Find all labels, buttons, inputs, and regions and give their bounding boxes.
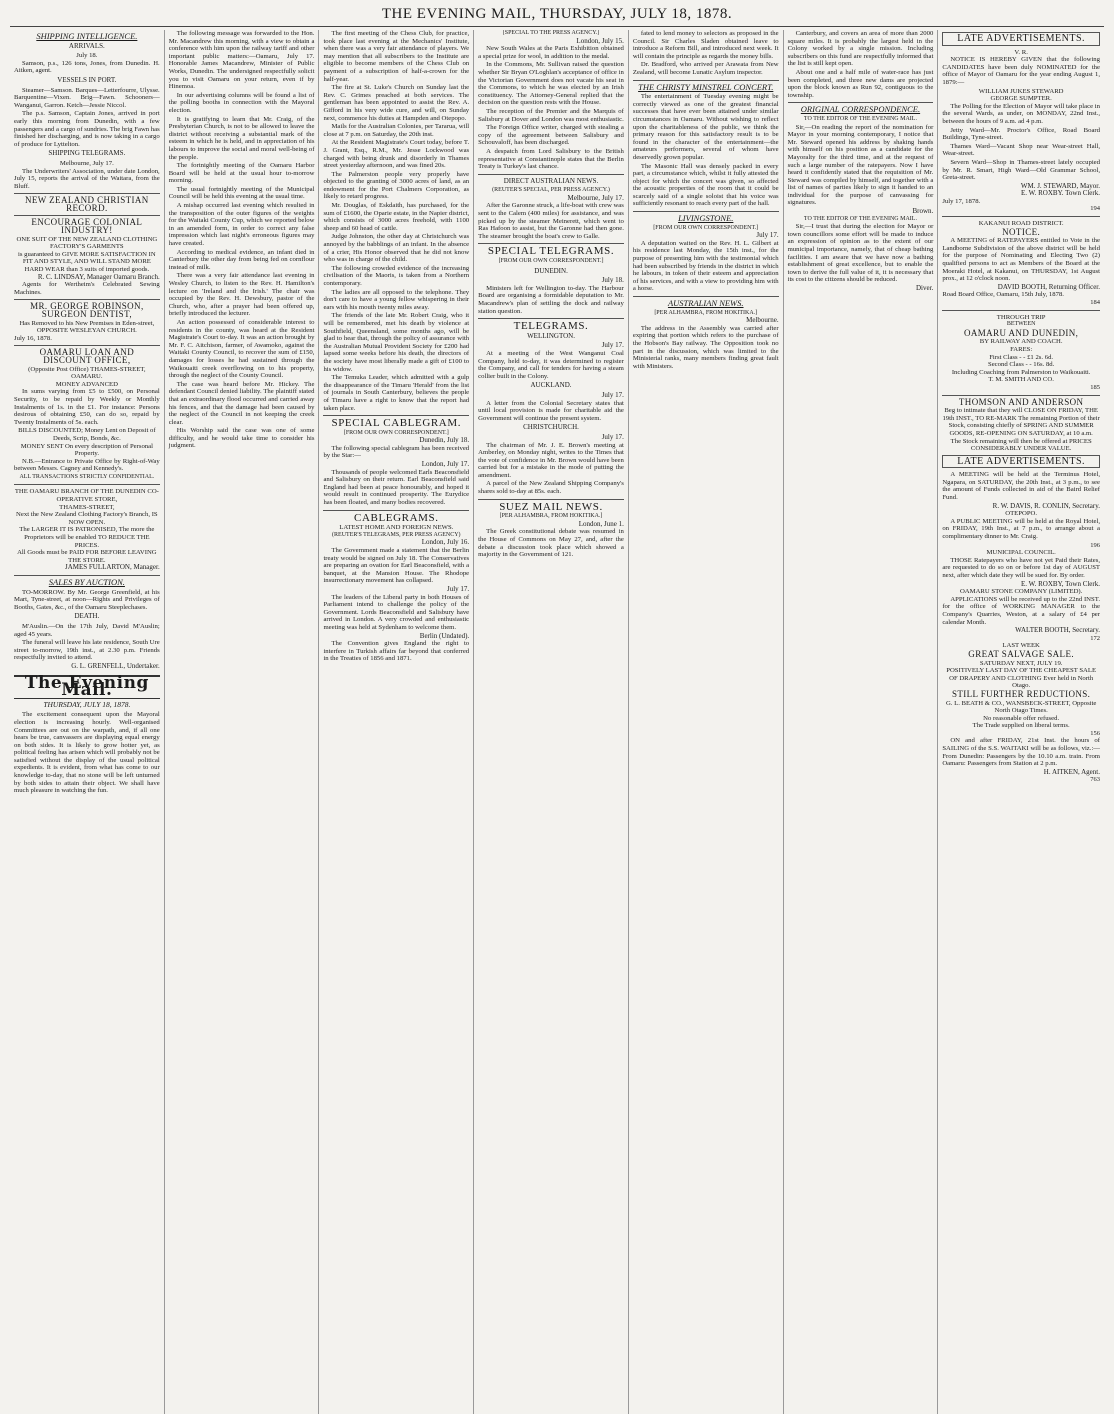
candidates: WILLIAM JUKES STEWARD GEORGE SUMPTER. xyxy=(978,87,1064,103)
paragraph: A mishap occurred last evening which resulted in the transposition of the outer figures of the weights for the Waitaki County Cup, which we reported below in an amended form, in order to correct any false impression which last night's erroneous figures may have created. xyxy=(168,202,315,248)
divider xyxy=(14,193,160,194)
christian-record-ad: NEW ZEALAND CHRISTIAN RECORD. xyxy=(24,195,149,213)
special-cablegram-heading: SPECIAL CABLEGRAM. xyxy=(331,417,462,430)
trade-supplied: The Trade supplied on liberal terms. xyxy=(972,722,1070,730)
cable-london: London, July 17. xyxy=(421,460,470,469)
returning-officer: DAVID BOOTH, Returning Officer. xyxy=(997,282,1100,291)
shipping-telegrams-date: Melbourne, July 17. xyxy=(59,159,114,167)
divider xyxy=(14,575,160,576)
death-title: DEATH. xyxy=(74,612,100,621)
column-1 xyxy=(10,30,165,1414)
shipping-telegrams-heading: SHIPPING TELEGRAMS. xyxy=(48,149,126,158)
christchurch-text: The chairman of Mr. J. E. Brown's meeting at Amberley, on Monday night, writes to the Times that the vote of confidence in Mr. Brown would have been carried but for a mistake in the mode of putting the amendment. xyxy=(478,441,624,479)
mayor-date: July 17, 1878. xyxy=(942,197,981,205)
thomson-heading: THOMSON AND ANDERSON xyxy=(958,396,1084,407)
otepopo-heading: OTEPOPO. xyxy=(1005,510,1038,518)
stone-heading: OAMARU STONE COMPANY (LIMITED). xyxy=(959,588,1083,596)
arrivals-heading: ARRIVALS. xyxy=(68,41,105,50)
public-meeting-text: A PUBLIC MEETING will be held at the Royal Hotel, on FRIDAY, 19th Inst., at 7 p.m., to arrange about a complimentary dinner to Mr. Craig. xyxy=(942,517,1100,541)
australian-date: Melbourne. xyxy=(746,316,779,325)
wellington-heading: WELLINGTON. xyxy=(527,331,575,340)
livingstone-sub: [FROM OUR OWN CORRESPONDENT.] xyxy=(653,224,759,231)
paragraph: There was a very fair attendance last evening in Wesley Church, to listen to the Rev. H. Hamilton's lecture on 'Ireland and the Irish.' The chair was occupied by the Rev. H. Dewsbury, pastor of the Church, who, after a prayer had been offered up, briefly introduced the lecturer. xyxy=(168,272,315,318)
severn-ward: Severn Ward—Shop in Thames-street lately occupied by Mr. R. Smart, High Ward—Old Grammar School, Greta-street. xyxy=(942,158,1100,182)
divider xyxy=(788,102,934,103)
suez-heading: SUEZ MAIL NEWS. xyxy=(499,500,603,513)
ad-number: 763 xyxy=(1090,776,1100,784)
divider xyxy=(942,216,1100,217)
paragraph: The Temuka Leader, which admitted with a gulp the disappearance of the Timaru 'Herald' from the list of journals in South Canterbury, believes the people of Timaru have a right to know that the report had taken place. xyxy=(323,374,470,412)
vessels-text: Steamer—Samson. Barques—Letterfourre, Ulysse. Barquentine—Vixen. Brig—Fawn. Schooners—Wanganui, Garron. Ketch—Jessie Niccol. xyxy=(14,86,160,109)
paragraph: The following message was forwarded to the Hon. Mr. Macandrew this morning, with a view to obtain a conference with him upon the railway tariff and other important public matters:—Oamaru, July 17. Honorable James Macandrew, Minister of Public Works, Dunedin. The undersigned respectfully solicit you to visit Oamaru on your return, even if by Hinemoa. xyxy=(168,30,315,91)
paragraph: The Foreign Office writer, charged with stealing a copy of the agreement between Salisbury and Schouvaloff, has been discharged. xyxy=(478,124,624,147)
coop-street: THAMES-STREET, xyxy=(59,503,115,511)
paper-title: The Evening Mail. xyxy=(14,675,160,699)
paragraph: Canterbury, and covers an area of more than 2000 square miles. It is probably the largest held in the Colony worked by a single mission. Including subscribers on this fund are respectfully informed that the list is still kept open. xyxy=(787,30,934,68)
paragraph: Mails for the Australian Colonies, per Tararua, will close at 7 p.m. on Saturday, the 20th inst. xyxy=(323,123,470,138)
paragraph: The friends of the late Mr. Robert Craig, who it will be remembered, met his death by violence at Southfield, Queensland, some months ago, will be glad to hear that, through the policy of assurance with the Australian Mutual Provident Society for £200 had lapsed some weeks before his death, the directors of the society have most liberally made a gift of £100 to his widow. xyxy=(323,312,470,373)
latest-news: LATEST HOME AND FOREIGN NEWS. xyxy=(339,524,454,532)
divider xyxy=(942,310,1100,311)
suez-sub: [PER ALHAMBRA, FROM HOKITIKA.] xyxy=(499,513,603,520)
masthead: THE EVENING MAIL, THURSDAY, JULY 18, 1878. xyxy=(10,6,1104,27)
arrivals-text: Samson, p.s., 126 tons, Jones, from Dunedin. H. Aitken, agent. xyxy=(14,59,160,75)
divider xyxy=(14,215,160,216)
loan-office-title: OAMARU LOAN AND DISCOUNT OFFICE, xyxy=(39,347,135,365)
paragraph: The first meeting of the Chess Club, for practice, took place last evening at the Mechanics' Institute, when there was a very fair attendance of players. We may mention that all subscribers to the Institute are eligible to become members of the Chess Club on payment of a subscription of half-a-crown for the half-year. xyxy=(323,30,470,83)
divider xyxy=(323,510,469,511)
late-ads-title: LATE ADVERTISEMENTS. xyxy=(942,32,1100,46)
roxby-signature-2: E. W. ROXBY, Town Clerk. xyxy=(1021,579,1100,588)
polling-text: The Polling for the Election of Mayor will take place in the several Wards, as under, on MONDAY, 22nd Inst., between the hours of 9 a.m. ad 4 p.m. xyxy=(942,102,1100,125)
ad-number: 184 xyxy=(1090,299,1100,306)
paragraph: fated to lend money to selectors as proposed in the Council. Sir Charles Sladen obtained leave to introduce a Reform Bill, and introduced next week. It will contain the principle as regards the money bills. xyxy=(632,30,779,60)
mayor-signature: WM. J. STEWARD, Mayor. xyxy=(1020,181,1100,190)
robinson-ad-text: Has Removed to his New Premises in Eden-street, OPPOSITE WESLEYAN CHURCH. xyxy=(19,319,155,335)
robinson-date: July 16, 1878. xyxy=(14,334,52,342)
reuter-text-2: The leaders of the Liberal party in both Houses of Parliament intend to challenge the policy of the Government. Lords Beaconsfield and Salisbury have arrived in London. A very crowded and enthusiastic meeting was held at Sydenham to welcome them. xyxy=(323,593,470,631)
paragraph: The fortnightly meeting of the Oamaru Harbor Board will be held at the usual hour to-morrow morning. xyxy=(168,162,315,185)
paragraph: It is gratifying to learn that Mr. Craig, of the Presbyterian Church, is not to be allowed to leave the district without receiving a substantial mark of the esteem in which he is held, and in appreciation of his labours to improve the social and moral well-being of the people. xyxy=(168,115,315,161)
divider xyxy=(14,299,160,300)
reuter-sub: (REUTER'S TELEGRAMS, PER PRESS AGENCY) xyxy=(332,531,461,538)
fullarton-signature: JAMES FULLARTON, Manager. xyxy=(64,563,160,572)
funeral-text: The funeral will leave his late residence, South Ure street to-morrow, 19th inst., at 2.30 p.m. Friends respectfully invited to attend. xyxy=(14,639,160,662)
suez-text: The Greek constitutional debate was resumed in the House of Commons on May 27, and, after the debate a discussion took place which showed a majority in the Government of 121. xyxy=(478,528,624,559)
no-reasonable: No reasonable offer refused. xyxy=(983,714,1060,722)
bills-discounted: BILLS DISCOUNTED; Money Lent on Deposit of Deeds, Scrip, Bonds, &c. xyxy=(18,427,156,442)
arrivals-date: July 18. xyxy=(76,52,98,60)
berlin-text: The Convention gives England the right to interfere in Turkish affairs far beyond that conferred in the Treaties of 1856 and 1871. xyxy=(323,640,470,663)
divider xyxy=(633,211,779,212)
christy-text: The entertainment of Tuesday evening might be correctly viewed as one of the greatest financial successes that have ever been attained under similar circumstances in Oamaru. Without wishing to reflect upon the charitableness of the public, we think the primary reason for this satisfactory result is to be found in the character of the entertainment—the amateurs performers, several of whom have deservedly grown popular. xyxy=(632,93,779,161)
aitken-signature: H. AITKEN, Agent. xyxy=(1043,767,1100,776)
ad-number: 196 xyxy=(1090,541,1100,549)
direct-news-heading: DIRECT AUSTRALIAN NEWS. xyxy=(503,176,599,185)
municipal-text: THOSE Ratepayers who have not yet Paid their Rates, are requested to do so on or before 1st day of AUGUST next, after which date they will be sued for. By order. xyxy=(942,556,1100,579)
cablegrams-heading: CABLEGRAMS. xyxy=(354,511,439,524)
thomson-text: Beg to intimate that they will CLOSE ON FRIDAY, THE 19th INST., TO RE-MARK The remaining Portion of their Stock, consisting chiefly of SPRING AND SUMMER GOODS, RE-OPENING ON SATURDAY, at 10 a.m. xyxy=(942,407,1100,437)
notice-heading: NOTICE. xyxy=(1002,226,1041,237)
paragraph: Dr. Bradford, who arrived per Arawata from New Zealand, will become Lunatic Asylum inspector. xyxy=(632,61,779,76)
parcel-text: A parcel of the New Zealand Shipping Company's shares sold to-day at 85s. each. xyxy=(478,480,624,496)
column-3 xyxy=(319,30,474,1414)
direct-sub: (REUTER'S SPECIAL, PER PRESS AGENCY.) xyxy=(492,187,610,194)
agents-text: Agents for Wertheim's Celebrated Sewing Machines. xyxy=(14,281,160,296)
first-class: First Class - - £1 2s. 6d. xyxy=(989,353,1054,361)
wellington-date: July 17. xyxy=(601,341,624,350)
dunedin-text: Ministers left for Wellington to-day. The Harbour Board are organising a formidable deputation to Mr. Macandrew's plan of settling the dock and railway station question. xyxy=(478,284,624,315)
jetty-ward: Jetty Ward—Mr. Proctor's Office, Road Board Buildings, Tyne-street. xyxy=(942,126,1100,142)
letter2-text: Sir,—I trust that during the election for Mayor or town councillors some effort will be made to induce an expression of opinion as to the extent of our municipal importance, namely, that of cheap bathing facilities. I am aware that we have now a bathing establishment of great excellence, but to enable the town to derive the full value of it, it is necessary that its cost to the citizens should be reduced. xyxy=(787,223,934,284)
divider xyxy=(478,499,624,500)
ad-number: 172 xyxy=(1090,634,1100,642)
ad-number: 194 xyxy=(1090,205,1100,213)
including: Including Coaching from Palmerston to Waikouaiti. xyxy=(951,368,1091,376)
municipal-heading: MUNICIPAL COUNCIL. xyxy=(986,549,1056,557)
auckland-date: July 17. xyxy=(601,390,624,399)
letter2-signature: Diver. xyxy=(916,284,934,292)
coop-text: Next the New Zealand Clothing Factory's Branch, IS NOW OPEN. xyxy=(16,511,158,526)
sales-text: TO-MORROW. By Mr. George Greenfield, at his Mart, Tyne-street, at noon—Rights and Privileges of Booths, Gates, &c., of the Oamaru Steeplechases. xyxy=(14,588,160,611)
saturday: SATURDAY NEXT, JULY 19. xyxy=(979,659,1063,667)
original-correspondence-heading: ORIGINAL CORRESPONDENCE. xyxy=(800,104,921,115)
reuter-date: London, July 16. xyxy=(421,538,470,547)
roxby-signature: E. W. ROXBY. Town Clerk. xyxy=(1021,189,1100,198)
entrance-text: N.B.—Entrance to Private Office by Right-of-Way between Messrs. Cagney and Kennedy's. xyxy=(14,457,160,473)
salvage-heading: GREAT SALVAGE SALE. xyxy=(968,648,1074,659)
booth-signature: WALTER BOOTH, Secretary. xyxy=(1015,626,1100,635)
positively: POSITIVELY LAST DAY OF THE CHEAPEST SALE OF DRAPERY AND CLOTHING Ever held in North Otago. xyxy=(946,667,1097,690)
encourage-ad: ENCOURAGE COLONIAL INDUSTRY! xyxy=(31,217,143,236)
editorial-text: The excitement consequent upon the Mayoral election is increasing hourly. Well-organised Committees are out on the warpath, and, if all one hears be true, canvassers are displaying equal energy on both sides. It is likely to grow hotter yet, as political feeling has arisen which will probably not be satisfied without the display of the usual political expedients. It is evident, from what has come to our knowledge to-day, that no stone will be left unturned by both sides to attain their object. We shall have much pleasure in watching the fun. xyxy=(14,711,160,795)
divider xyxy=(478,174,624,175)
wellington-text: At a meeting of the West Wanganui Coal Company, held to-day, it was determined to register the Company, and call for tenders for having a steam collier built in the Colony. xyxy=(478,349,624,380)
divider xyxy=(478,243,624,244)
column-4 xyxy=(474,30,629,1414)
divider xyxy=(478,318,624,319)
special-telegrams-heading: SPECIAL TELEGRAMS. xyxy=(487,245,615,258)
paragraph: A despatch from Lord Salisbury to the British representative at Constantinople states that the Berlin Treaty is Turkey's last chance. xyxy=(478,147,624,171)
paragraph: About one and a half mile of water-race has just been completed, and three new dams are projected upon the block known as Run 92, contiguous to the township. xyxy=(787,68,934,99)
cable-text: The following special cablegram has been received by the Star:— xyxy=(323,444,470,460)
stock-text: The Stock remaining will then be offered at PRICES CONSIDERABLY UNDER VALUE. xyxy=(950,437,1092,453)
divider xyxy=(14,345,160,346)
ad-number: 156 xyxy=(1090,729,1100,737)
ad-number: 185 xyxy=(1090,383,1100,391)
beath-signature: G. L. BEATH & CO., WANSBECK-STREET, Opposite North Otago Times. xyxy=(945,699,1097,715)
death-text: M'Auslin.—On the 17th July, David M'Auslin; aged 45 years. xyxy=(14,622,160,638)
paid-text: All Goods must be PAID FOR BEFORE LEAVING THE STORE. xyxy=(17,549,157,564)
australian-heading: AUSTRALIAN NEWS. xyxy=(667,298,744,308)
paragraph: The reception of the Premier and the Marquis of Salisbury at Dover and London was most enthusiastic. xyxy=(478,107,624,123)
lindsay-signature: R. C. LINDSAY, Manager Oamaru Branch. xyxy=(37,272,160,281)
railway: BY RAILWAY AND COACH. xyxy=(979,338,1063,346)
paragraph: Judge Johnston, the other day at Christchurch was annoyed by the babblings of an infant. In the absence of a crier, His Honor observed that he did not know who was in charge of the child. xyxy=(323,233,470,264)
divider xyxy=(14,484,160,485)
cable-body: Thousands of people welcomed Earls Beaconsfield and Salisbury on their return. Earl Beaconsfield said England had been at peace honourably, and hoped it would result in continued prosperity. The Eurydice has been floated, and many bodies recovered. xyxy=(323,468,470,507)
australian-text: The address in the Assembly was carried after expiring that portion which refers to the purchase of the Hobson's Bay railway. The Opposition took no part in the discussion, which was limited to the Ministerial ranks, many members finding great fault with Ministers. xyxy=(632,324,779,370)
paragraph: In our advertising columns will be found a list of the polling booths in connection with the Mayoral election. xyxy=(168,91,315,114)
money-sent: MONEY SENT On every description of Personal Property. xyxy=(20,442,153,458)
shipping-telegrams-text: The Underwriters' Association, under date London, July 15, reports the arrival of the Waitara, from the Bluff. xyxy=(14,167,160,190)
paragraph: At the Resident Magistrate's Court today, before T. J. Grant, Esq., R.M., Mr. Jesse Lockwood was charged with being drunk and disorderly in Thames street yesterday afternoon, and was fined 20s. xyxy=(323,139,470,170)
press-agency: [SPECIAL TO THE PRESS AGENCY.] xyxy=(502,30,600,36)
paragraph: An action possessed of considerable interest to residents in the county, was heard at the Resident Magistrate's Court to-day. It was an action brought by Mr. F. C. Aitchison, farmer, of Awamoko, against the Waitaki County Council, to recover the sum of £150, damages for losses he had sustained through the Waikouaiti creek overflowing on to his property, through the neglect of the County Council. xyxy=(168,318,315,380)
loan-office-sub: (Opposite Post Office) THAMES-STREET, OAMARU. xyxy=(28,365,146,381)
paragraph: The following crowded evidence of the increasing civilisation of the Maoris, is taken from a Northern contemporary. xyxy=(323,264,470,287)
port-text: The p.s. Samson, Captain Jones, arrived in port early this morning from Dunedin, with a few passengers and a cargo of sundries. The brig Fawn has finished her discharging, and is now taking in a cargo of produce for Lyttelton. xyxy=(14,110,160,148)
dunedin-date: July 18. xyxy=(601,276,624,285)
special-sub: [FROM OUR OWN CORRESPONDENT.] xyxy=(498,258,604,265)
divider xyxy=(942,395,1100,396)
press-date: London, July 15. xyxy=(576,36,624,45)
divider xyxy=(633,80,779,81)
davis-signature: R. W. DAVIS, R. CONLIN, Secretary. xyxy=(992,501,1100,510)
kakanui-heading: KAKANUI ROAD DISTRICT. xyxy=(978,220,1064,228)
larger-text: The LARGER IT IS PATRONISED, The more the Proprietors will be enabled TO REDUCE THE PRICES. xyxy=(19,526,155,549)
through-trip: THROUGH TRIP xyxy=(996,313,1046,321)
column-2 xyxy=(165,30,320,1414)
paragraph: According to medical evidence, an infant died in Canterbury the other day from being fed on cornflour instead of milk. xyxy=(168,248,315,271)
divider xyxy=(633,296,779,297)
letter1-to: TO THE EDITOR OF THE EVENING MAIL. xyxy=(803,115,917,122)
stone-text: APPLICATIONS will be received up to the 22nd INST. for the office of WORKING MANAGER to the Company's Quarries, Weston, at a salary of £4 per calendar Month. xyxy=(942,595,1100,626)
dunedin-heading: DUNEDIN. xyxy=(534,266,568,275)
letter2-to: TO THE EDITOR OF THE EVENING MAIL. xyxy=(803,215,917,222)
between: BETWEEN xyxy=(1006,321,1036,328)
paragraph: His Worship said the case was one of some difficulty, and he would take time to consider his judgment. xyxy=(168,427,315,450)
guaranteed: is guaranteed to GIVE MORE SATISFACTION IN FIT AND STYLE, AND WILL STAND MORE HARD WEAR than 3 suits of imported goods. xyxy=(18,250,156,274)
letter1-text: Sir,—On reading the report of the nomination for Mayor in your morning contemporary, I notice that Mr. Steward opened his address by shaking hands with himself on his position as a candidate for the Mayoralty for the third time, and at the request of such a large number of the ratepayers. Now I have heard it confidently stated that the requisition of Mr. Steward was compiled by himself, and together with a list of names of parties likely to sign it handed to an individual for the purpose of canvassing for signatures. xyxy=(787,123,934,207)
paragraph: In the Commons, Mr. Sullivan raised the question whether Sir Bryan O'Loghlan's acceptance of office in the Victorian Government does not vacate his seat in the Commons, to which he was elected by an Irish constituency. The Attorney-General replied that the decision on the question rests with the House. xyxy=(478,61,624,107)
paragraph: New South Wales at the Paris Exhibition obtained a special prize for wool, in addition to the medal. xyxy=(478,45,624,60)
waitaki-text: ON and after FRIDAY, 21st Inst. the hours of SAILING of the S.S. WAITAKI will be as follows, viz.:—From Dunedin: Passengers by the 10.10 a.m. train. From Oamaru: Passengers from Station at 2 p.m. xyxy=(942,737,1100,768)
vessels-heading: VESSELS IN PORT. xyxy=(57,75,117,84)
column-6 xyxy=(784,30,939,1414)
paper-date: THURSDAY, JULY 18, 1878. xyxy=(43,699,131,709)
robinson-ad-title: MR. GEORGE ROBINSON, SURGEON DENTIST, xyxy=(30,301,144,319)
second-class: Second Class - - 16s. 8d. xyxy=(987,361,1055,369)
direct-text: After the Garonne struck, a life-boat with crew was sent to the Calem (400 miles) for assistance, and was picked up by the steamer Meinerett, which went to Ras Hafoon to assist, but the Garonne had then gone. The steamer brought the boat's crew to Galle. xyxy=(478,202,624,240)
late-ads-title-2: LATE ADVERTISEMENTS. xyxy=(942,455,1100,469)
suez-date: London, June 1. xyxy=(578,519,624,528)
telegrams-heading: TELEGRAMS. xyxy=(513,320,589,333)
column-7 xyxy=(938,30,1104,1414)
kakanui-date: Road Board Office, Oamaru, 15th July, 1878. xyxy=(942,291,1064,299)
still-reductions: STILL FURTHER REDUCTIONS. xyxy=(951,688,1091,699)
berlin-date: Berlin (Undated). xyxy=(419,631,470,640)
livingstone-text: A deputation waited on the Rev. H. L. Gilbert at his residence last Monday, the 15th inst., for the purpose of presenting him with the testimonial which had been subscribed by friends in the district in which he labours, in token of their esteem and appreciation of his services, and with a view to providing him with a horse. xyxy=(632,239,779,293)
cable-date: Dunedin, July 18. xyxy=(419,436,470,445)
paragraph: The case was heard before Mr. Hickey. The defendant Council denied liability. The plaintiff stated that an extraordinary flood occurred and carried away his fences, and that the damage had been caused by the neglect of the Council in not keeping the creek clear. xyxy=(168,380,315,426)
direct-place: Melbourne, July 17. xyxy=(567,193,624,202)
letter1-signature: Brown. xyxy=(912,207,934,216)
reuter-text: The Government made a statement that the Berlin treaty would be signed on July 18. The Conservatives are preparing an ovation for Earl Beaconsfield, with a banquet, at the Mansion House. The Rhodope insurrectionary movement has collapsed. xyxy=(323,547,470,585)
livingstone-heading: LIVINGSTONE. xyxy=(678,213,734,224)
sales-title: SALES BY AUCTION. xyxy=(48,577,125,587)
one-suit: ONE SUIT OF THE NEW ZEALAND CLOTHING FACTORY'S GARMENTS xyxy=(16,235,158,251)
auckland-text: A letter from the Colonial Secretary states that until local provision is made for charitable aid the Government will continue the present system. xyxy=(478,399,624,422)
christchurch-heading: CHRISTCHURCH. xyxy=(523,423,579,432)
money-advanced: MONEY ADVANCED xyxy=(55,380,118,388)
paragraph: The usual fortnightly meeting of the Municipal Council will be held this evening at the usual time. xyxy=(168,185,315,201)
paragraph: The fire at St. Luke's Church on Sunday last the Rev. C. Grimes preached at both services. The gentleman has been appointed to assist the Rev. A. Gifford in his very wide cure, and will, on Sunday next, commence his duties at Hampden and Otepopo. xyxy=(323,84,470,122)
christy-heading: THE CHRISTY MINSTREL CONCERT. xyxy=(638,81,774,92)
divider xyxy=(323,415,469,416)
thames-ward: Thames Ward—Vacant Shop near Wear-street Hall, Wear-street. xyxy=(942,142,1100,158)
christy-text-2: The Masonic Hall was densely packed in every part, a circumstance which, whilst it fully attested the object for which the concert was given, so affected the acoustic properties of the room that it could be scarcely said of a single soloist that his voice was sufficiently resonant to reach every part of the hall. xyxy=(632,162,779,208)
shipping-title: SHIPPING INTELLIGENCE. xyxy=(36,31,138,41)
column-5 xyxy=(629,30,784,1414)
money-text: In sums varying from £5 to £500, on Personal Security, to be repaid by Weekly or Monthly Instalments of 1s. in the £1. For instance: Persons desirous of obtaining £50, can do so, repaid by Twenty Instalments of 5s. each. xyxy=(14,388,160,426)
route: OAMARU AND DUNEDIN, xyxy=(963,327,1079,338)
vr: V. R. xyxy=(1014,48,1028,56)
paragraph: Mr. Douglas, of Eskdaith, has purchased, for the sum of £1600, the Oparie estate, in the Napier district, which consists of 3000 acres freehold, with 1100 sheep and 60 head of cattle. xyxy=(323,202,470,232)
paragraph: The Palmerston people very properly have objected to the granting of 3000 acres of land, as an endowment for the Port Chalmers Corporation, as likely to retard progress. xyxy=(323,170,470,201)
australian-sub: [PER ALHAMBRA, FROM HOKITIKA.] xyxy=(654,309,758,316)
fares: FARES: xyxy=(1010,345,1033,353)
undertaker-signature: G. L. GRENFELL, Undertaker. xyxy=(71,661,160,670)
cable-sub: [FROM OUR OWN CORRESPONDENT.] xyxy=(343,429,449,436)
paragraph: The ladies are all opposed to the telephone. They don't care to have a young fellow whispering in their ears with his mouth twenty miles away. xyxy=(323,288,470,311)
ngapara-text: A MEETING will be held at the Terminus Hotel, Ngapara, on SATURDAY, the 20th Inst., at 3 p.m., to see the amount of Funds collected in aid of the Baird Relief Fund. xyxy=(942,471,1100,502)
livingstone-date: July 17. xyxy=(756,231,779,240)
columns xyxy=(10,30,1104,1414)
auckland-heading: AUCKLAND. xyxy=(530,381,572,390)
smith-signature: T. M. SMITH AND CO. xyxy=(988,376,1054,384)
mayor-notice: NOTICE IS HEREBY GIVEN that the following CANDIDATES have been duly NOMINATED for the office of Mayor of Oamaru for the year ending August 1, 1879:— xyxy=(942,56,1100,86)
reuter-date-2: July 17. xyxy=(446,584,470,593)
confidential: ALL TRANSACTIONS STRICTLY CONFIDENTIAL. xyxy=(19,473,155,480)
kakanui-text: A MEETING of RATEPAYERS entitled to Vote in the Landborne Subdivision of the above district will be held for the purpose of Nominating and Electing Two (2) qualified persons to act as Members of the Board at the Moeraki Hotel, at Kakanui, on THURSDAY, 1st August prox., at 12 o'clock noon. xyxy=(942,237,1100,283)
last-week: LAST WEEK xyxy=(1002,642,1040,650)
coop-title: THE OAMARU BRANCH OF THE DUNEDIN CO-OPERATIVE STORE, xyxy=(14,488,159,504)
christchurch-date: July 17. xyxy=(601,432,624,441)
